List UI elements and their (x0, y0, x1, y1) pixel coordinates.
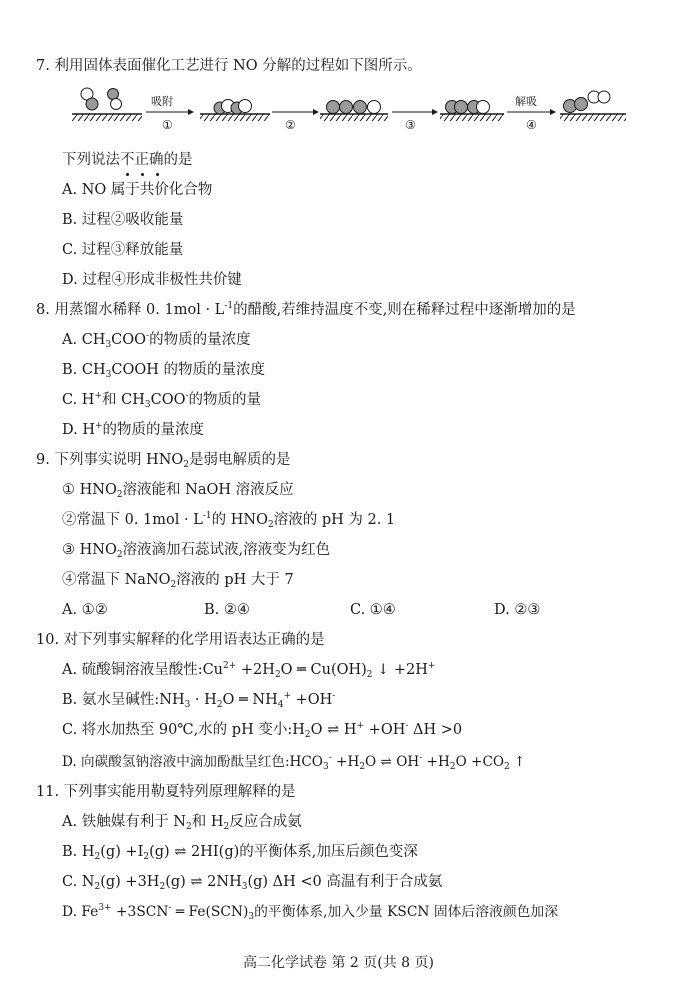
q9-statement-4: ④常温下 NaNO$_2$溶液的 pH 大于 7 (62, 572, 294, 590)
arrow-3 (392, 109, 438, 132)
q9-statement-3: ③ $HNO_2$溶液滴加石蕊试液,溶液变为红色 (62, 542, 331, 560)
q9-choice-c: C. ①④ (350, 602, 396, 618)
q9-statement-2: ②常温下 0. $1mol \cdot L^{-1}$的 $HNO_2$溶液的 pH 为 2. 1 (62, 511, 396, 530)
q7-option-a: A. NO 属于共价化合物 (62, 182, 213, 198)
q8-option-c: C. H+和 $CH_3COO^-$的物质的量 (62, 391, 262, 410)
q9-choice-a: A. ①② (62, 602, 108, 618)
surface-5 (560, 91, 626, 121)
arrow-4 (507, 94, 556, 132)
q7-catalysis-diagram (70, 84, 630, 140)
q11-option-c: C. $N_2(g) +3H_2(g)$ ⇌ $2NH_3(g)$ ΔH <0 高温有利于合成氨 (62, 874, 443, 892)
q7-option-c: C. 过程③释放能量 (62, 242, 184, 258)
q9-choice-d: D. ②③ (494, 602, 541, 618)
step-4-label: ④ (526, 118, 537, 132)
q10-stem: 10. 对下列事实解释的化学用语表达正确的是 (36, 632, 325, 648)
q10-option-a: A. 硫酸铜溶液呈酸性$:Cu^{2+} +2H_2O$ ═ $Cu(OH)_2$ ↓ +2H+ (62, 661, 436, 680)
q7-question: 下列说法不正确 的是 (62, 150, 193, 170)
surface-2 (200, 100, 270, 122)
q7-option-b: B. 过程②吸收能量 (62, 212, 184, 228)
step-2-label: ② (285, 118, 296, 132)
q11-option-a: A. 铁触媒有利于 $N_2$和 $H_2$反应合成氨 (62, 814, 302, 832)
q8-stem: 8. 用蒸馏水稀释 0. $1mol \cdot L^{-1}$的醋酸,若维持温度不变,则在稀释过程中逐渐增加的是 (36, 301, 576, 318)
q8-option-b: B. $CH_3COOH$ 的物质的量浓度 (62, 362, 265, 380)
emphasis-text: 不正确 (120, 152, 164, 168)
step-1-label: ① (162, 118, 173, 132)
surface-4 (440, 101, 504, 122)
surface-1 (72, 88, 142, 121)
q7-stem: 7. 利用固体表面催化工艺进行 NO 分解的过程如下图所示。 (36, 58, 422, 74)
q9-stem: 9. 下列事实说明 $HNO_2$是弱电解质的是 (36, 452, 291, 470)
desorb-label: 解吸 (515, 95, 537, 108)
q11-stem: 11. 下列事实能用勒夏特列原理解释的是 (36, 784, 296, 800)
q11-option-b: B. $H_2(g) +I_2(g)$ ⇌ 2HI(g)的平衡体系,加压后颜色变深 (62, 844, 418, 862)
step-3-label: ③ (405, 118, 416, 132)
q10-option-b: B. 氨水呈碱性$:NH_3 \cdot H_2O$ ═ $NH_4^+ +OH^-$ (62, 691, 336, 710)
q10-option-d: D. 向碳酸氢钠溶液中滴加酚酞呈红色$:HCO_3^- +H_2O$ ⇌ $OH^- +H_2O +CO_2$ ↑ (62, 753, 526, 772)
q8-option-a: A. $CH_3COO^-$的物质的量浓度 (62, 331, 251, 350)
surface-3 (320, 101, 388, 122)
q7-option-d: D. 过程④形成非极性共价键 (62, 272, 242, 288)
q9-choice-b: B. ②④ (204, 602, 250, 618)
q11-option-d: D. $Fe^{3+} +3SCN^-$ ═ $Fe(SCN)_3$的平衡体系,加入少量 KSCN 固体后溶液颜色加深 (62, 903, 559, 922)
arrow-1 (146, 94, 194, 132)
adsorb-label: 吸附 (151, 95, 173, 108)
q9-statement-1: ① $HNO_2$溶液能和 NaOH 溶液反应 (62, 482, 294, 500)
arrow-2 (272, 109, 319, 132)
q10-option-c: C. 将水加热至 90℃,水的 pH 变小$:H_2O$ ⇌ H+ +OH- ΔH >0 (62, 721, 463, 740)
q8-option-d: D. H+的物质的量浓度 (62, 421, 205, 438)
page-footer: 高二化学试卷 第 2 页(共 8 页) (243, 955, 434, 971)
